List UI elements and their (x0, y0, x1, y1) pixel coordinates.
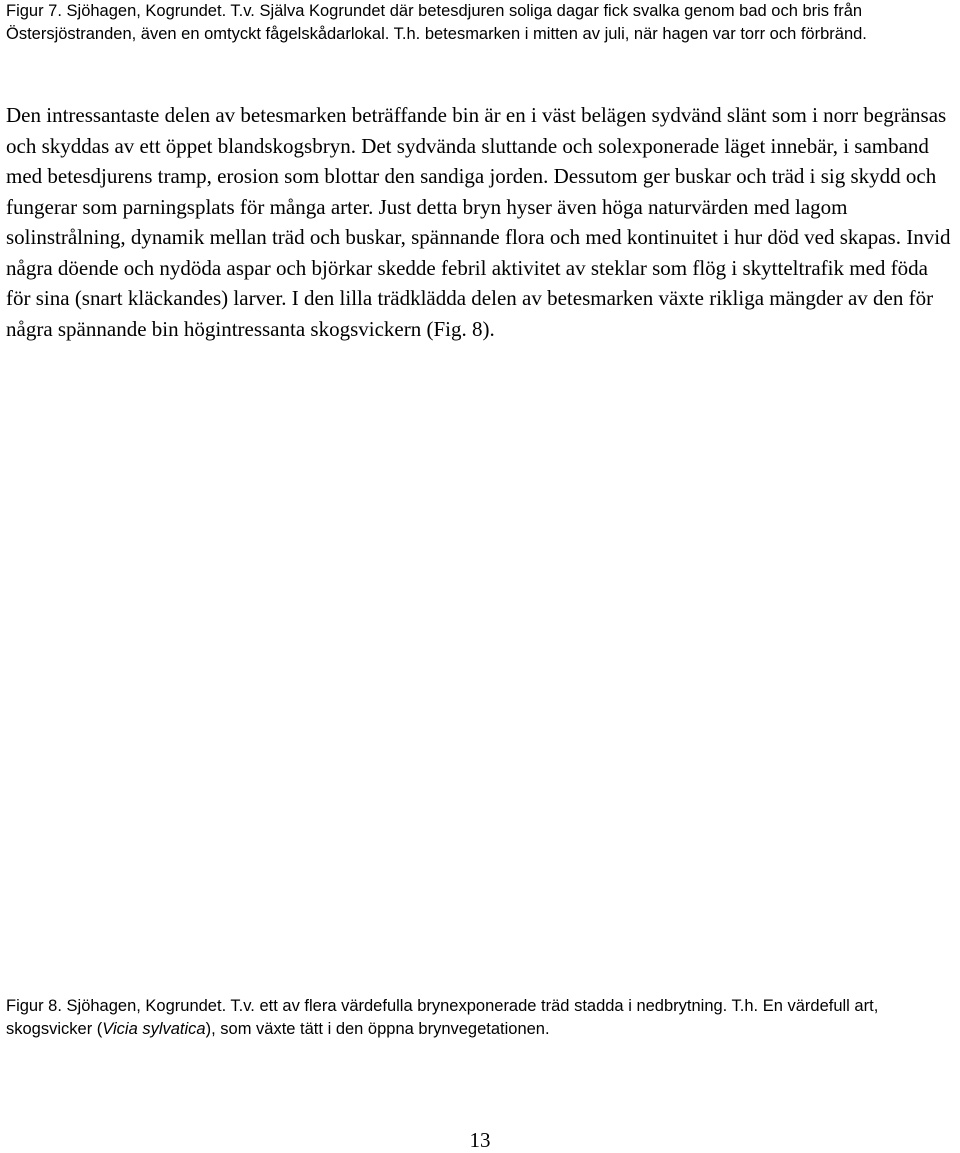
figure-7-caption: Figur 7. Sjöhagen, Kogrundet. T.v. Själva Kogrundet där betesdjuren soliga dagar fick svalka genom bad och bris från Östersjöstranden, även en omtyckt fågelskådarlokal. T.h. betesmarken i mitten av juli, när hagen var torr och förbränd. (6, 2, 867, 43)
figure-8-caption-text: Figur 8. Sjöhagen, Kogrundet. T.v. ett av flera värdefulla brynexponerade träd stadda i nedbrytning. T.h. En värdefull art, skogsvicker ( (6, 997, 879, 1038)
body-paragraph: Den intressantaste delen av betesmarken beträffande bin är en i väst belägen sydvänd slänt som i norr begränsas och skyddas av ett öppet blandskogsbryn. Det sydvända sluttande och solexponerade läget innebär, i samband med betesdjurens tramp, erosion som blottar den sandiga jorden. Dessutom ger buskar och träd i sig skydd och fungerar som parningsplats för många arter. Just detta bryn hyser även höga naturvärden med lagom solinstrålning, dynamik mellan träd och buskar, spännande flora och med kontinuitet i hur död ved skapas. Invid några döende och nydöda aspar och björkar skedde febril aktivitet av steklar som flög i skytteltrafik med föda för sina (snart kläckandes) larver. I den lilla trädklädda delen av betesmarken växte rikliga mängder av den för några spännande bin högintressanta skogsvickern (Fig. 8). (6, 103, 951, 341)
figure-8-caption-text-end: ), som växte tätt i den öppna brynvegetationen. (205, 1019, 550, 1038)
page-number: 13 (469, 1128, 491, 1152)
figure-8-image-area (6, 395, 951, 985)
species-name: Vicia sylvatica (102, 1019, 206, 1038)
figure-8-caption (6, 995, 946, 1040)
